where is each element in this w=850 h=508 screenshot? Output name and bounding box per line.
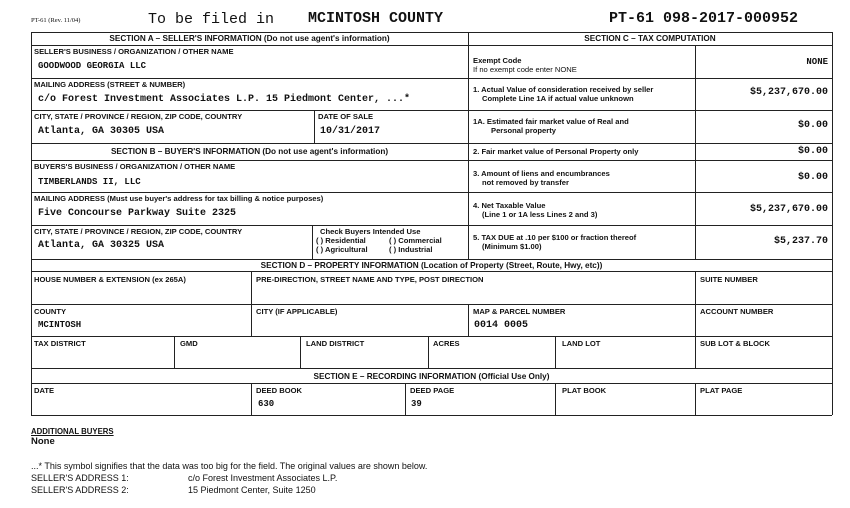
account-number-label: ACCOUNT NUMBER [700, 307, 774, 316]
line3-value: $0.00 [797, 172, 828, 183]
county-label: COUNTY [34, 307, 67, 316]
seller-name-label: SELLER'S BUSINESS / ORGANIZATION / OTHER NAME [34, 47, 234, 56]
line2-value: $0.00 [797, 146, 828, 157]
buyer-mailing-label: MAILING ADDRESS (Must use buyer's address for tax billing & notice purposes) [34, 194, 324, 203]
line1a-label: 1A. Estimated fair market value of Real and [473, 117, 629, 126]
intended-use-label: Check Buyers Intended Use [320, 227, 421, 236]
line2-label: 2. Fair market value of Personal Property only [473, 147, 639, 156]
date-of-sale-value: 10/31/2017 [320, 126, 381, 137]
line4-hint: (Line 1 or 1A less Lines 2 and 3) [482, 210, 598, 219]
seller-mailing-value: c/o Forest Investment Associates L.P. 15 Piedmont Center, ...* [38, 94, 411, 105]
street-name-label: PRE-DIRECTION, STREET NAME AND TYPE, POST DIRECTION [256, 275, 484, 284]
line1a-hint: Personal property [491, 126, 556, 135]
sub-lot-label: SUB LOT & BLOCK [700, 339, 771, 348]
section-d-title: SECTION D – PROPERTY INFORMATION (Location of Property (Street, Route, Hwy, etc)) [260, 261, 603, 270]
buyer-city-label: CITY, STATE / PROVINCE / REGION, ZIP CODE, COUNTRY [34, 227, 243, 236]
use-agricultural-checkbox[interactable]: ( ) Agricultural [316, 245, 368, 254]
seller-city-value: Atlanta, GA 30305 USA [38, 126, 165, 137]
plat-page-label: PLAT PAGE [700, 386, 743, 395]
use-commercial-checkbox[interactable]: ( ) Commercial [389, 236, 442, 245]
land-lot-label: LAND LOT [562, 339, 601, 348]
map-parcel-label: MAP & PARCEL NUMBER [473, 307, 566, 316]
exempt-code-label: Exempt Code [473, 56, 522, 65]
county-value: MCINTOSH [38, 320, 82, 330]
seller-address-1-label: SELLER'S ADDRESS 1: [31, 473, 129, 483]
line1-hint: Complete Line 1A if actual value unknown [482, 94, 634, 103]
suite-number-label: SUITE NUMBER [700, 275, 758, 284]
plat-book-label: PLAT BOOK [562, 386, 607, 395]
map-parcel-value: 0014 0005 [474, 320, 529, 331]
section-a-title: SECTION A – SELLER'S INFORMATION (Do not use agent's information) [109, 34, 390, 43]
date-of-sale-label: DATE OF SALE [318, 112, 374, 121]
line4-label: 4. Net Taxable Value [473, 201, 546, 210]
acres-label: ACRES [433, 339, 460, 348]
line3-label: 3. Amount of liens and encumbrances [473, 169, 610, 178]
form-number: PT-61 098-2017-000952 [609, 10, 799, 27]
seller-name-value: GOODWOOD GEORGIA LLC [38, 61, 147, 71]
additional-buyers-label: ADDITIONAL BUYERS [31, 427, 114, 436]
deed-book-value: 630 [258, 399, 275, 409]
buyer-city-value: Atlanta, GA 30325 USA [38, 240, 165, 251]
recording-date-label: DATE [34, 386, 55, 395]
county-heading: MCINTOSH COUNTY [308, 10, 444, 27]
exempt-code-value: NONE [806, 57, 828, 67]
buyer-name-value: TIMBERLANDS II, LLC [38, 177, 141, 187]
city-label: CITY (IF APPLICABLE) [256, 307, 338, 316]
buyer-mailing-value: Five Concourse Parkway Suite 2325 [38, 208, 237, 219]
use-residential-checkbox[interactable]: ( ) Residential [316, 236, 366, 245]
additional-buyers-value: None [31, 436, 55, 447]
deed-page-label: DEED PAGE [410, 386, 455, 395]
form-revision: PT-61 (Rev. 11/04) [31, 17, 81, 24]
seller-address-2-label: SELLER'S ADDRESS 2: [31, 485, 129, 495]
section-e-title: SECTION E – RECORDING INFORMATION (Official Use Only) [313, 372, 550, 381]
line5-label: 5. TAX DUE at .10 per $100 or fraction thereof [473, 233, 637, 242]
tax-district-label: TAX DISTRICT [34, 339, 86, 348]
gmd-label: GMD [180, 339, 198, 348]
line1a-value: $0.00 [797, 120, 828, 131]
line1-label: 1. Actual Value of consideration received by seller [473, 85, 654, 94]
filed-in-label: To be filed in [148, 11, 275, 28]
seller-city-label: CITY, STATE / PROVINCE / REGION, ZIP CODE, COUNTRY [34, 112, 243, 121]
deed-page-value: 39 [411, 399, 422, 409]
line4-value: $5,237,670.00 [749, 204, 828, 215]
footnote-text: ...* This symbol signifies that the data was too big for the field. The original values are shown below. [31, 461, 428, 471]
land-district-label: LAND DISTRICT [306, 339, 365, 348]
seller-address-1-value: c/o Forest Investment Associates L.P. [188, 473, 338, 483]
house-number-label: HOUSE NUMBER & EXTENSION (ex 265A) [34, 275, 186, 284]
section-b-title: SECTION B – BUYER'S INFORMATION (Do not use agent's information) [110, 147, 389, 156]
line5-hint: (Minimum $1.00) [482, 242, 542, 251]
section-c-title: SECTION C – TAX COMPUTATION [584, 34, 716, 43]
seller-address-2-value: 15 Piedmont Center, Suite 1250 [188, 485, 316, 495]
line1-value: $5,237,670.00 [749, 87, 828, 98]
line5-value: $5,237.70 [773, 236, 828, 247]
buyer-name-label: BUYERS'S BUSINESS / ORGANIZATION / OTHER NAME [34, 162, 236, 171]
exempt-code-hint: If no exempt code enter NONE [473, 65, 577, 74]
line3-hint: not removed by transfer [482, 178, 569, 187]
use-industrial-checkbox[interactable]: ( ) Industrial [389, 245, 433, 254]
deed-book-label: DEED BOOK [256, 386, 302, 395]
seller-mailing-label: MAILING ADDRESS (STREET & NUMBER) [34, 80, 186, 89]
